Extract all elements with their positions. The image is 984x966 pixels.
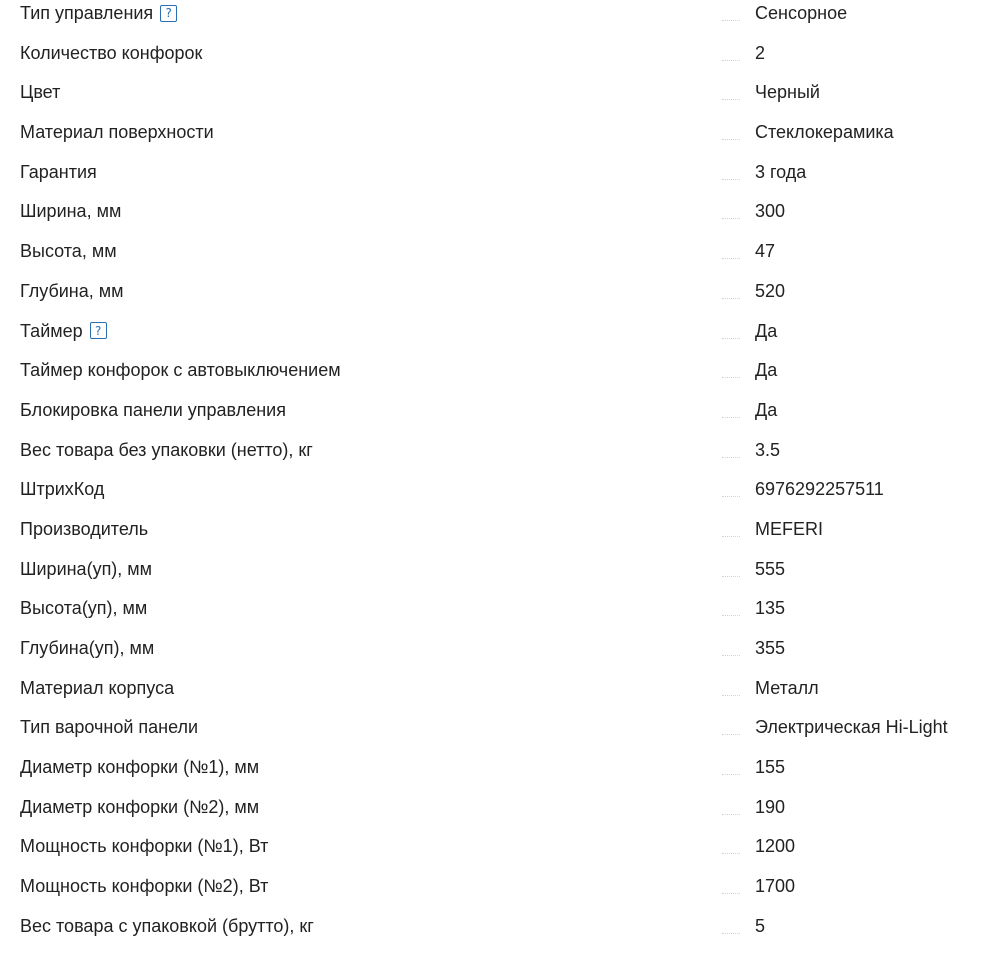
dotted-leader: [722, 377, 740, 378]
spec-label: [20, 359, 341, 381]
dotted-leader: [722, 774, 740, 775]
dotted-leader: [722, 179, 740, 180]
dotted-leader: [722, 417, 740, 418]
spec-label-text: Тип управления: [20, 3, 154, 23]
spec-value: 3.5: [755, 439, 781, 460]
dotted-leader: [722, 536, 740, 537]
dotted-leader: [722, 853, 740, 854]
spec-label-text: Материал корпуса: [20, 677, 175, 698]
spec-label: [20, 796, 259, 818]
dotted-leader: [722, 655, 740, 656]
dotted-leader: [722, 814, 740, 815]
spec-row: [0, 833, 984, 873]
dotted-leader: [722, 298, 740, 299]
spec-label-text: Диаметр конфорки (№1), мм: [20, 757, 260, 778]
spec-label: [20, 320, 107, 342]
spec-label: [20, 597, 147, 619]
spec-row: [0, 119, 984, 159]
dotted-leader: [722, 576, 740, 577]
spec-value: Металл: [755, 677, 819, 698]
spec-label-text: Количество конфорок: [20, 42, 203, 63]
spec-value: 520: [755, 280, 786, 301]
dotted-leader: [722, 734, 740, 735]
spec-label: [20, 399, 286, 421]
spec-value: Да: [755, 399, 778, 420]
spec-label-text: Ширина, мм: [20, 201, 122, 222]
spec-value: MEFERI: [755, 518, 824, 539]
spec-label-text: Глубина(уп), мм: [20, 638, 155, 658]
spec-label: [20, 478, 104, 500]
spec-row: [0, 873, 984, 913]
dotted-leader: [722, 258, 740, 259]
spec-label-text: Глубина, мм: [20, 280, 124, 301]
spec-row: [0, 913, 984, 953]
spec-label: [20, 558, 152, 580]
spec-label: [20, 875, 268, 897]
spec-label-text: Таймер: [20, 320, 83, 341]
spec-label-text: Производитель: [20, 518, 149, 539]
spec-label-text: Ширина(уп), мм: [20, 558, 153, 579]
spec-row: [0, 556, 984, 596]
spec-label-text: Вес товара без упаковки (нетто), кг: [20, 439, 313, 460]
dotted-leader: [722, 496, 740, 497]
spec-value: Стеклокерамика: [755, 122, 894, 143]
spec-label: [20, 200, 121, 222]
spec-label: [20, 637, 154, 659]
spec-value: 47: [755, 241, 776, 262]
spec-row: [0, 318, 984, 358]
spec-value: 300: [755, 201, 786, 222]
spec-label-text: Тип варочной панели: [20, 717, 199, 738]
spec-label: [20, 835, 268, 857]
spec-value: 155: [755, 757, 786, 778]
spec-row: [0, 357, 984, 397]
spec-label-text: Мощность конфорки (№1), Вт: [20, 836, 269, 857]
spec-label-text: ШтрихКод: [20, 479, 105, 500]
spec-label-text: Материал поверхности: [20, 122, 214, 143]
spec-label: [20, 161, 97, 183]
spec-value: Электрическая Hi-Light: [755, 717, 948, 738]
spec-label-text: Диаметр конфорки (№2), мм: [20, 796, 260, 817]
spec-row: [0, 159, 984, 199]
spec-row: [0, 595, 984, 635]
spec-row: [0, 40, 984, 80]
spec-label: [20, 915, 314, 937]
spec-label: [20, 42, 202, 64]
spec-label: [20, 756, 259, 778]
spec-label: [20, 121, 214, 143]
spec-value: 135: [755, 598, 786, 619]
spec-value: Да: [755, 360, 778, 381]
spec-label-text: Таймер конфорок с автовыключением: [20, 360, 341, 381]
dotted-leader: [722, 139, 740, 140]
spec-label: [20, 716, 198, 738]
spec-row: [0, 397, 984, 437]
spec-row: [0, 0, 984, 40]
spec-row: [0, 516, 984, 556]
spec-row: [0, 278, 984, 318]
spec-value: Сенсорное: [755, 3, 848, 23]
spec-value: 1200: [755, 836, 796, 857]
spec-label-text: Высота, мм: [20, 241, 117, 262]
spec-value: 190: [755, 796, 786, 817]
spec-value: 5: [755, 915, 766, 936]
spec-value: 6976292257511: [755, 479, 884, 500]
spec-label-text: Блокировка панели управления: [20, 399, 286, 420]
spec-value: 3 года: [755, 161, 807, 182]
spec-value: Черный: [755, 82, 820, 103]
dotted-leader: [722, 60, 740, 61]
spec-row: [0, 476, 984, 516]
spec-row: [0, 635, 984, 675]
dotted-leader: [722, 20, 740, 21]
spec-label-text: Гарантия: [20, 161, 97, 182]
spec-label: [20, 2, 177, 24]
spec-row: [0, 79, 984, 119]
dotted-leader: [722, 933, 740, 934]
dotted-leader: [722, 457, 740, 458]
spec-value: 1700: [755, 876, 796, 897]
spec-label-text: Цвет: [20, 82, 61, 103]
dotted-leader: [722, 338, 740, 339]
help-icon[interactable]: ?: [160, 5, 177, 22]
spec-value: Да: [755, 320, 778, 341]
spec-label: [20, 240, 117, 262]
spec-label-text: Вес товара с упаковкой (брутто), кг: [20, 915, 314, 936]
dotted-leader: [722, 615, 740, 616]
spec-label: [20, 439, 313, 461]
spec-value: 2: [755, 42, 766, 63]
spec-row: [0, 437, 984, 477]
dotted-leader: [722, 695, 740, 696]
spec-row: [0, 675, 984, 715]
spec-row: [0, 794, 984, 834]
spec-label-text: Высота(уп), мм: [20, 598, 148, 619]
spec-row: [0, 238, 984, 278]
spec-label: [20, 280, 124, 302]
spec-row: [0, 754, 984, 794]
spec-label-text: Мощность конфорки (№2), Вт: [20, 876, 269, 897]
spec-label: [20, 518, 148, 540]
spec-label: [20, 677, 174, 699]
dotted-leader: [722, 99, 740, 100]
spec-row: [0, 714, 984, 754]
spec-row: [0, 198, 984, 238]
dotted-leader: [722, 218, 740, 219]
spec-value: 355: [755, 638, 786, 658]
spec-value: 555: [755, 558, 786, 579]
dotted-leader: [722, 893, 740, 894]
spec-label: [20, 81, 60, 103]
help-icon[interactable]: ?: [90, 322, 107, 339]
